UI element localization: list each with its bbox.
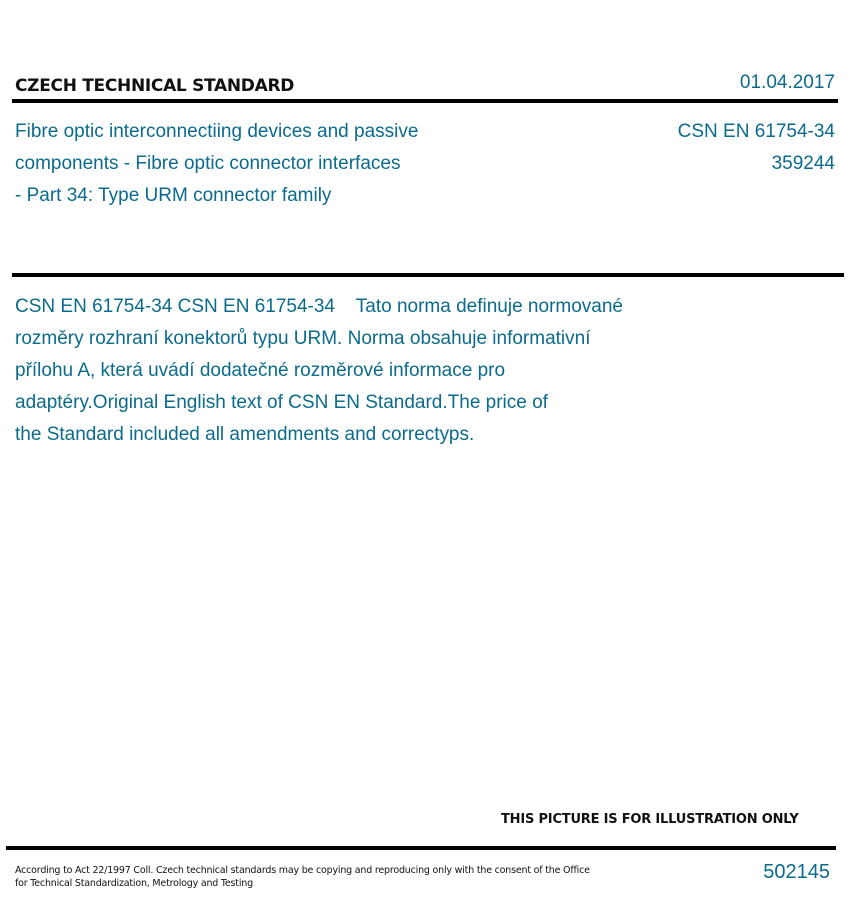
publication-date: 01.04.2017 (739, 72, 835, 93)
standard-identifiers (678, 116, 835, 180)
header-divider (12, 99, 838, 103)
abstract-text (15, 291, 735, 451)
abstract-line: rozměry rozhraní konektorů typu URM. Norma obsahuje informativní (15, 328, 591, 349)
abstract-line: CSN EN 61754-34 CSN EN 61754-34 Tato norma definuje normované (15, 296, 623, 317)
title-line: Fibre optic interconnectiing devices and passive (15, 121, 419, 142)
legal-line: for Technical Standardization, Metrology and Testing (15, 878, 253, 889)
title-divider (12, 273, 844, 277)
catalog-number: 359244 (771, 153, 835, 174)
abstract-line: the Standard included all amendments and correctурs. (15, 424, 475, 445)
document-type-label: CZECH TECHNICAL STANDARD (15, 76, 295, 96)
illustration-disclaimer: THIS PICTURE IS FOR ILLUSTRATION ONLY (501, 812, 799, 827)
standard-title (15, 116, 555, 212)
legal-line: According to Act 22/1997 Coll. Czech technical standards may be copying and reproducing only with the consent of the Office (15, 865, 590, 876)
title-line: - Part 34: Type URM connector family (15, 185, 332, 206)
standard-code: CSN EN 61754-34 (677, 121, 835, 142)
footer-divider (6, 846, 836, 850)
legal-notice (15, 864, 590, 890)
document-number: 502145 (763, 861, 830, 883)
abstract-line: přílohu A, která uvádí dodatečné rozměrové informace pro (15, 360, 506, 381)
title-line: components - Fibre optic connector interfaces (15, 153, 401, 174)
abstract-line: adaptéry.Original English text of CSN EN Standard.The price of (15, 392, 548, 413)
